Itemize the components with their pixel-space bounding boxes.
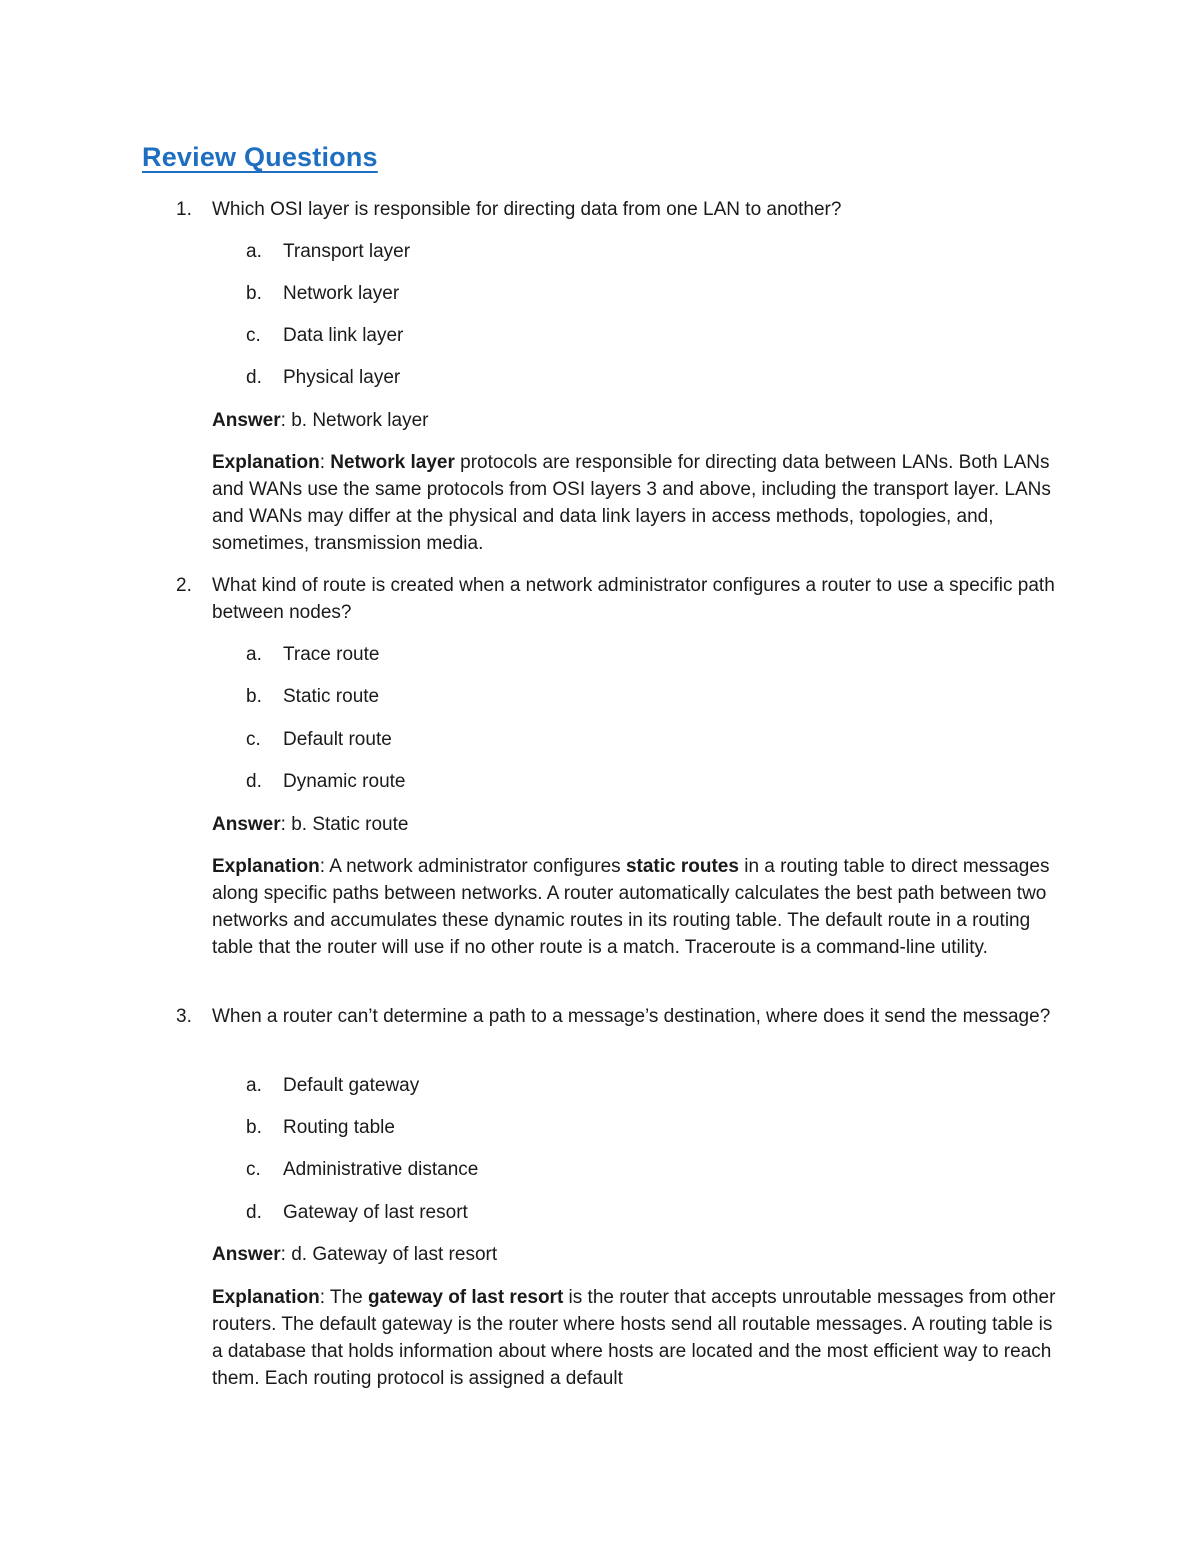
question-text: Which OSI layer is responsible for directing data from one LAN to another? [212, 199, 842, 220]
answer-line [212, 1241, 497, 1268]
answer-label: Answer [212, 814, 281, 835]
option-text: Default gateway [283, 1075, 420, 1096]
option-text: Default route [283, 729, 392, 750]
option-letter: b. [246, 686, 262, 707]
option-letter: c. [246, 325, 261, 346]
option-letter: a. [246, 1075, 262, 1096]
answer-option [0, 280, 1200, 307]
answer-option [0, 238, 1200, 265]
option-text: Routing table [283, 1117, 395, 1138]
explanation-paragraph [212, 449, 1062, 557]
answer-option [0, 1114, 1200, 1141]
answer-line [212, 407, 428, 434]
option-letter: c. [246, 1159, 261, 1180]
option-text: Network layer [283, 283, 400, 304]
answer-option [0, 1072, 1200, 1099]
explanation-text-post: in a routing table to direct messages along specific paths between networks. A router automatically calculates the best path between two networks and accumulates these dynamic routes in its routing table. The default route in a routing table that the router will use if no other route is a match. Traceroute is a command-line utility. [212, 856, 1050, 958]
explanation-key-term: gateway of last resort [367, 1287, 564, 1308]
option-text: Physical layer [283, 367, 401, 388]
explanation-text-post: protocols are responsible for directing data between LANs. Both LANs and WANs use the same protocols from OSI layers 3 and above, including the transport layer. LANs and WANs may differ at the physical and data link layers in access methods, topologies, and, sometimes, transmission media. [212, 452, 1051, 554]
explanation-paragraph [212, 1284, 1062, 1392]
explanation-separator: : [319, 452, 331, 473]
answer-value: b. Static route [291, 814, 409, 835]
question-number: 3. [176, 1006, 192, 1027]
option-letter: d. [246, 771, 262, 792]
question-text: When a router can’t determine a path to a message’s destination, where does it send the message? [212, 1006, 1051, 1027]
explanation-label: Explanation [212, 1287, 320, 1308]
explanation-key-term: static routes [625, 856, 739, 877]
answer-option [0, 641, 1200, 668]
answer-option [0, 726, 1200, 753]
option-letter: d. [246, 367, 262, 388]
explanation-label: Explanation [212, 856, 320, 877]
explanation-separator: : [319, 1287, 330, 1308]
option-letter: b. [246, 283, 262, 304]
option-text: Gateway of last resort [283, 1202, 468, 1223]
option-text: Static route [283, 686, 380, 707]
option-text: Dynamic route [283, 771, 406, 792]
explanation-text-pre: A network administrator configures [329, 856, 626, 877]
answer-value: d. Gateway of last resort [291, 1244, 498, 1265]
answer-separator: : [280, 1244, 292, 1265]
page-title: Review Questions [142, 142, 378, 172]
explanation-separator: : [319, 856, 330, 877]
explanation-text-pre: The [329, 1287, 368, 1308]
answer-option [0, 683, 1200, 710]
question-text: What kind of route is created when a network administrator configures a router to use a specific path between nodes? [212, 575, 1055, 623]
answer-option [0, 1199, 1200, 1226]
option-letter: a. [246, 644, 262, 665]
answer-separator: : [280, 410, 292, 431]
explanation-key-term: Network layer [330, 452, 455, 473]
explanation-label: Explanation [212, 452, 320, 473]
option-letter: d. [246, 1202, 262, 1223]
question-number: 2. [176, 575, 192, 596]
answer-option [0, 768, 1200, 795]
option-letter: b. [246, 1117, 262, 1138]
option-letter: c. [246, 729, 261, 750]
answer-option [0, 1156, 1200, 1183]
option-text: Transport layer [283, 241, 411, 262]
option-letter: a. [246, 241, 262, 262]
option-text: Administrative distance [283, 1159, 479, 1180]
answer-value: b. Network layer [291, 410, 429, 431]
explanation-paragraph [212, 853, 1062, 961]
explanation-text-post: is the router that accepts unroutable messages from other routers. The default gateway is the router where hosts send all routable messages. A routing table is a database that holds information about where hosts are located and the most efficient way to reach them. Each routing protocol is assigned a default [212, 1287, 1056, 1389]
answer-label: Answer [212, 410, 281, 431]
answer-separator: : [280, 814, 292, 835]
option-text: Trace route [283, 644, 380, 665]
question-number: 1. [176, 199, 192, 220]
answer-label: Answer [212, 1244, 281, 1265]
answer-option [0, 322, 1200, 349]
option-text: Data link layer [283, 325, 404, 346]
answer-option [0, 364, 1200, 391]
answer-line [212, 811, 408, 838]
